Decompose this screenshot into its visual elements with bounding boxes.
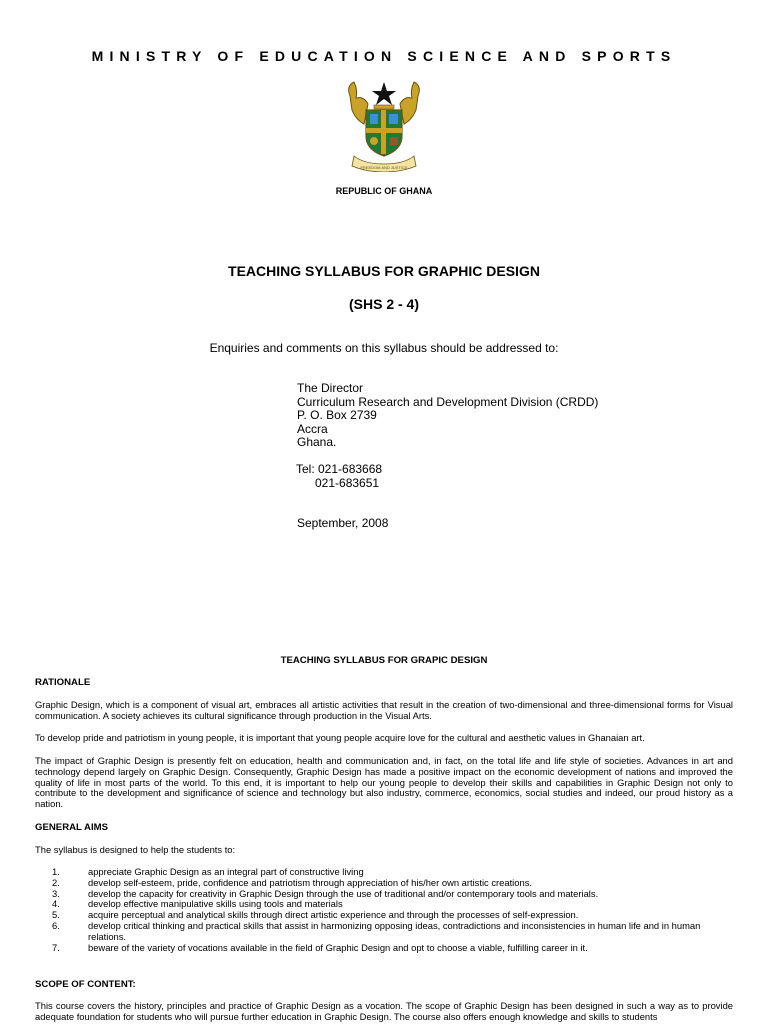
- telephone-secondary: 021-683651: [315, 476, 380, 490]
- address-line: The Director: [297, 381, 364, 395]
- rationale-paragraph: To develop pride and patriotism in young people, it is important that young people acquire love for the cultural and aesthetic values in Ghanaian art.: [35, 732, 645, 743]
- list-text: develop critical thinking and practical skills that assist in harmonizing opposing ideas, contradictions and inconsistencies in human life and in human relations.: [88, 919, 701, 942]
- list-text: develop self-esteem, pride, confidence and patriotism through appreciation of his/her own artistic creations.: [88, 876, 532, 888]
- list-text: beware of the variety of vocations available in the field of Graphic Design and opt to choose a viable, fulfilling career in it.: [88, 941, 588, 953]
- list-text: develop the capacity for creativity in Graphic Design through the use of traditional and/or contemporary tools and materials.: [88, 887, 599, 899]
- list-number: 1.: [52, 866, 60, 877]
- publication-date: September, 2008: [297, 516, 389, 530]
- ministry-heading: MINISTRY OF EDUCATION SCIENCE AND SPORTS: [91, 48, 677, 64]
- document-level: (SHS 2 - 4): [348, 296, 419, 312]
- address-line: P. O. Box 2739: [297, 408, 377, 422]
- address-line: Accra: [297, 421, 328, 436]
- list-number: 6.: [52, 919, 60, 931]
- address-line: Curriculum Research and Development Division (CRDD): [297, 394, 599, 409]
- list-number: 3.: [52, 887, 60, 899]
- rationale-paragraph: Graphic Design, which is a component of visual art, embraces all artistic activities that result in the creation of two-dimensional and three-dimensional forms for Visual communication. A society achieves its cultural significance through production in the Visual Arts.: [35, 699, 733, 721]
- list-number: 2.: [52, 876, 60, 888]
- scope-heading: SCOPE OF CONTENT:: [35, 979, 136, 990]
- rationale-heading: RATIONALE: [35, 677, 91, 688]
- list-item: [52, 943, 733, 954]
- address-line: Ghana.: [297, 435, 337, 449]
- list-number: 7.: [52, 941, 60, 953]
- document-title: TEACHING SYLLABUS FOR GRAPHIC DESIGN: [228, 263, 540, 279]
- list-item: [52, 921, 733, 943]
- country-label: REPUBLIC OF GHANA: [335, 186, 433, 196]
- enquiries-intro: Enquiries and comments on this syllabus should be addressed to:: [209, 341, 559, 355]
- svg-text:FREEDOM AND JUSTICE: FREEDOM AND JUSTICE: [360, 165, 408, 170]
- list-text: develop effective manipulative skills using tools and materials: [88, 898, 343, 910]
- postal-address: [297, 382, 598, 450]
- list-text: acquire perceptual and analytical skills through direct artistic experience and through the processes of self-expression.: [88, 909, 579, 921]
- rationale-paragraph: The impact of Graphic Design is presently felt on education, health and communication and, in fact, on the total life and life style of societies. Advances in art and technology depend largely on Graphic Design. Consequently, Graphic Design has made a positive impact on the economic development of nations and improved the quality of life in most parts of the world. To this end, it is important to help our young people to develop their skills and capabilities in Graphic Design not only to contribute to the development and significance of science and technology but also industry, commerce, economics, social studies and indeed, our proud history as a nation.: [35, 755, 733, 810]
- aims-intro: The syllabus is designed to help the students to:: [35, 844, 236, 855]
- list-number: 5.: [52, 909, 60, 921]
- section-title: TEACHING SYLLABUS FOR GRAPIC DESIGN: [280, 655, 488, 666]
- list-text: appreciate Graphic Design as an integral part of constructive living: [88, 866, 364, 877]
- list-number: 4.: [52, 898, 60, 910]
- scope-paragraph: This course covers the history, principles and practice of Graphic Design as a vocation. The scope of Graphic Design has been designed in such a way as to provide adequate foundation for students who will pursue further education in Graphic Design. The course also offers enough knowledge and skills to students: [35, 1000, 733, 1022]
- telephone-primary: Tel: 021-683668: [296, 462, 383, 476]
- aims-list: [52, 867, 733, 953]
- telephone-block: [296, 462, 382, 490]
- ghana-coat-of-arms-icon: [344, 78, 424, 172]
- general-aims-heading: GENERAL AIMS: [35, 822, 109, 833]
